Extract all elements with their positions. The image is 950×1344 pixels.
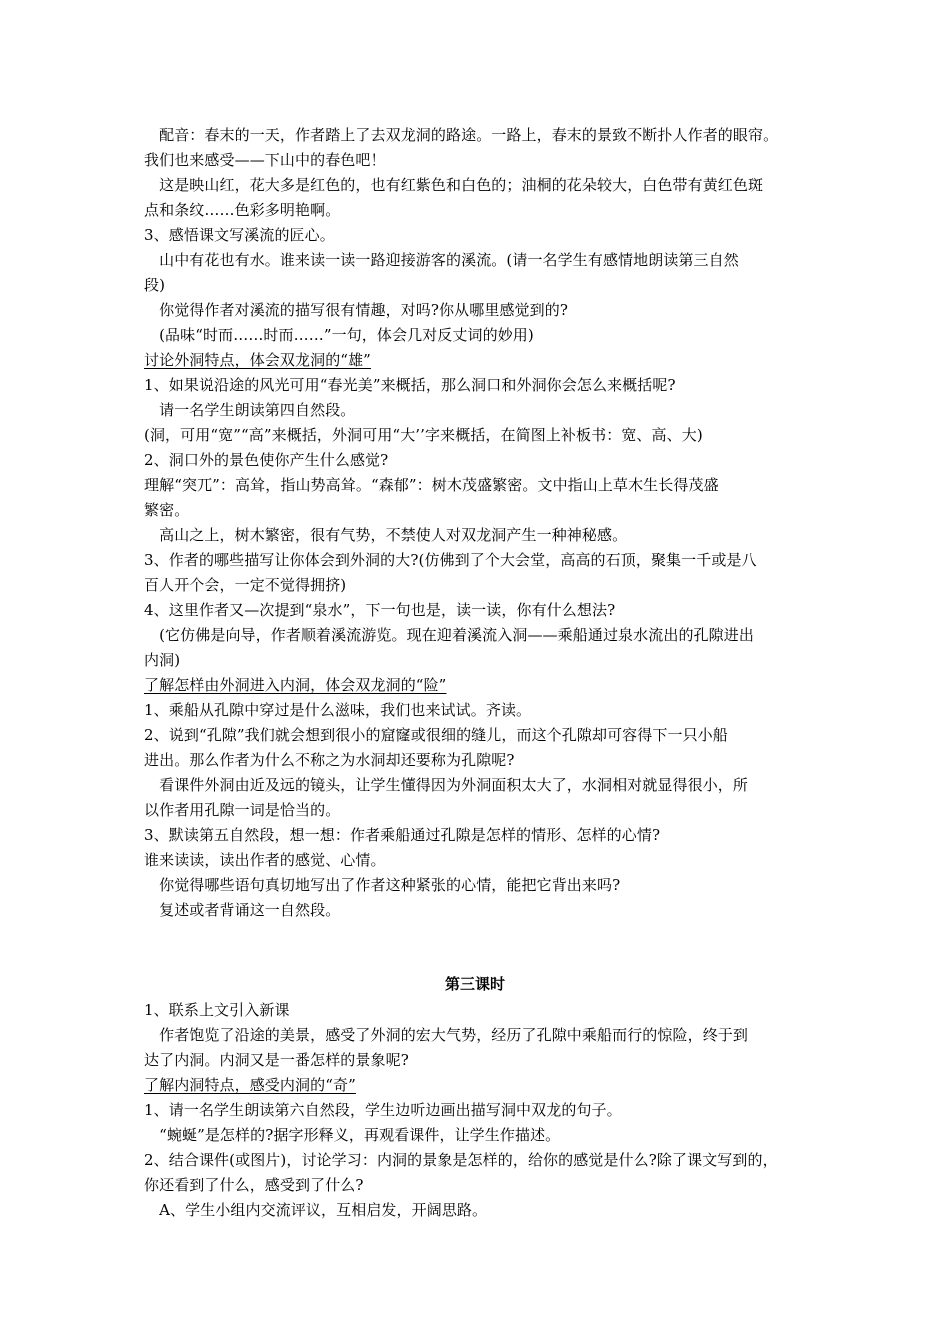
text-line: 以作者用孔隙一词是恰当的。 xyxy=(144,801,341,819)
text-line: 看课件外洞由近及远的镜头，让学生懂得因为外洞面积太大了，水洞相对就显得很小，所 xyxy=(144,776,749,794)
text-line: 达了内洞。内洞又是一番怎样的景象呢? xyxy=(144,1051,409,1069)
text-line: 山中有花也有水。谁来读一读一路迎接游客的溪流。(请一名学生有感情地朗读第三自然 xyxy=(144,251,739,269)
text-line: 进出。那么作者为什么不称之为水洞却还要称为孔隙呢? xyxy=(144,751,515,769)
text-line: 1、联系上文引入新课 xyxy=(144,1001,290,1019)
text-line: “蜿蜒”是怎样的?据字形释义，再观看课件，让学生作描述。 xyxy=(144,1126,561,1144)
section-heading: 了解内洞特点，感受内洞的“奇” xyxy=(144,1076,356,1094)
text-line: 作者饱览了沿途的美景，感受了外洞的宏大气势，经历了孔隙中乘船而行的惊险，终于到 xyxy=(144,1026,749,1044)
text-line: 1、请一名学生朗读第六自然段，学生边听边画出描写洞中双龙的句子。 xyxy=(144,1101,622,1119)
text-line: 繁密。 xyxy=(144,501,190,519)
text-line: 你觉得作者对溪流的描写很有情趣，对吗?你从哪里感觉到的? xyxy=(144,301,568,319)
text-line: 请一名学生朗读第四自然段。 xyxy=(144,401,356,419)
text-line: 这是映山红，花大多是红色的，也有红紫色和白色的；油桐的花朵较大，白色带有黄红色斑 xyxy=(144,176,764,194)
text-line: 3、作者的哪些描写让你体会到外洞的大?(仿佛到了个大会堂，高高的石顶，聚集一千或是八 xyxy=(144,551,757,569)
text-line: 点和条纹……色彩多明艳啊。 xyxy=(144,201,341,219)
text-line: 我们也来感受——下山中的春色吧！ xyxy=(144,151,386,169)
text-line: 高山之上，树木繁密，很有气势，不禁使人对双龙洞产生一种神秘感。 xyxy=(144,526,628,544)
text-line: 你觉得哪些语句真切地写出了作者这种紧张的心情，能把它背出来吗? xyxy=(144,876,621,894)
lesson-title: 第三课时 xyxy=(444,975,505,993)
text-line: 段) xyxy=(144,276,166,294)
text-line: (品味“时而……时而……”一句，体会几对反丈词的妙用) xyxy=(144,326,534,344)
text-line: 2、结合课件(或图片)，讨论学习：内洞的景象是怎样的，给你的感觉是什么?除了课文写到的， xyxy=(144,1151,778,1169)
text-line: 内洞) xyxy=(144,651,181,669)
text-line: 理解“突兀”：高耸，指山势高耸。“森郁”：树木茂盛繁密。文中指山上草木生长得茂盛 xyxy=(144,476,719,494)
text-line: 2、洞口外的景色使你产生什么感觉? xyxy=(144,451,389,469)
text-line: 3、默读第五自然段，想一想：作者乘船通过孔隙是怎样的情形、怎样的心情? xyxy=(144,826,661,844)
text-line: A、学生小组内交流评议，互相启发，开阔思路。 xyxy=(144,1201,488,1219)
text-line: 2、说到“孔隙”我们就会想到很小的窟窿或很细的缝儿，而这个孔隙却可容得下一只小船 xyxy=(144,726,728,744)
text-line: 1、乘船从孔隙中穿过是什么滋味，我们也来试试。齐读。 xyxy=(144,701,532,719)
text-line: 4、这里作者又—次提到“泉水”，下一句也是，读一读，你有什么想法? xyxy=(144,601,616,619)
text-line: 1、如果说沿途的风光可用“春光美”来概括，那么洞口和外洞你会怎么来概括呢? xyxy=(144,376,676,394)
text-line: 谁来读读，读出作者的感觉、心情。 xyxy=(144,851,386,869)
section-heading: 讨论外洞特点，体会双龙洞的“雄” xyxy=(144,351,371,369)
text-line: 配音：春末的一天，作者踏上了去双龙洞的路途。一路上，春末的景致不断扑人作者的眼帘。 xyxy=(144,126,779,144)
section-heading: 了解怎样由外洞进入内洞，体会双龙洞的“险” xyxy=(144,676,447,694)
text-line: 3、感悟课文写溪流的匠心。 xyxy=(144,226,335,244)
text-line: (洞，可用“宽”“高”来概括，外洞可用“大’’字来概括，在简图上补板书：宽、高、大) xyxy=(144,426,703,444)
text-line: 你还看到了什么，感受到了什么? xyxy=(144,1176,364,1194)
text-line: 百人开个会，一定不觉得拥挤) xyxy=(144,576,347,594)
text-line: (它仿佛是向导，作者顺着溪流游览。现在迎着溪流入洞——乘船通过泉水流出的孔隙进出 xyxy=(144,626,754,644)
text-line: 复述或者背诵这一自然段。 xyxy=(144,901,341,919)
